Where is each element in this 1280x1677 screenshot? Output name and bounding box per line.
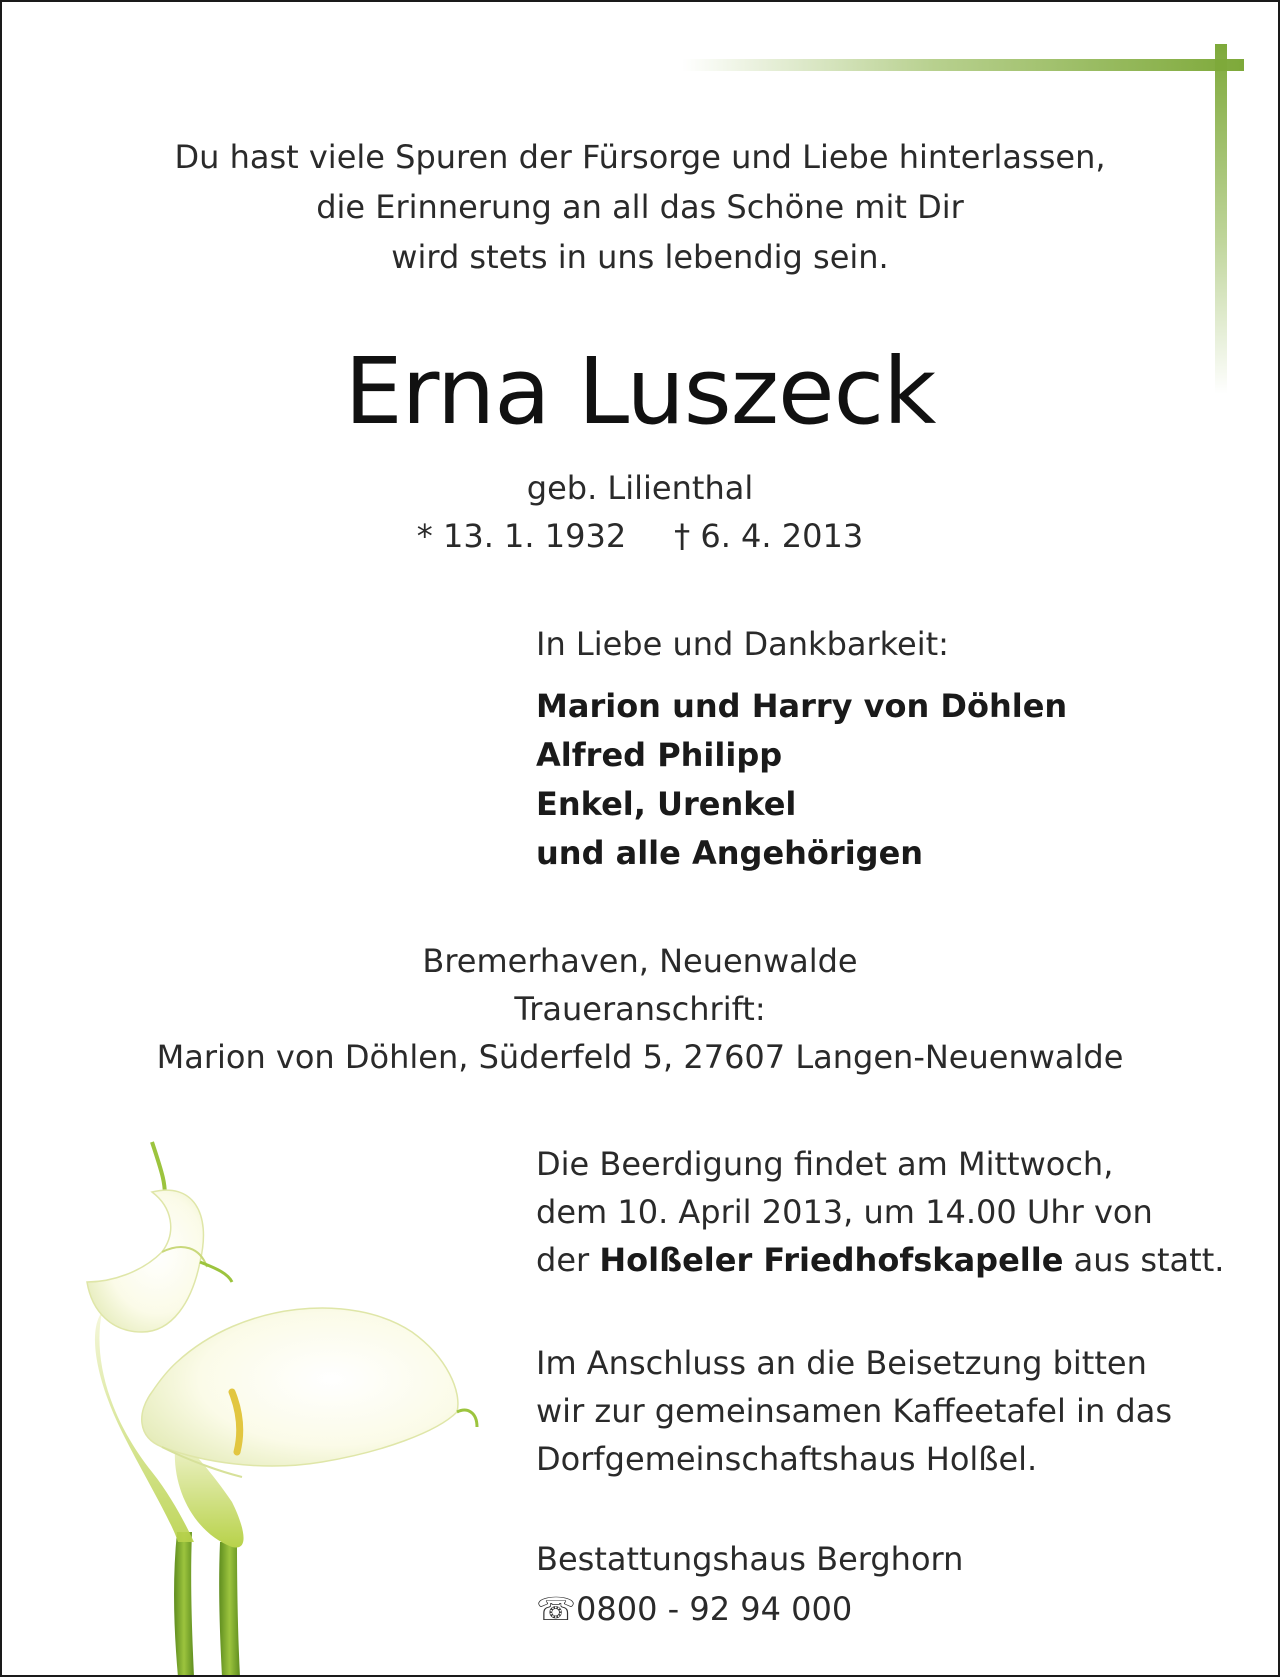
funeral-line-pre: der	[536, 1241, 600, 1279]
coffee-line: Dorfgemeinschaftshaus Holßel.	[536, 1440, 1038, 1478]
mourners-list	[536, 682, 1067, 878]
funeral-line: dem 10. April 2013, um 14.00 Uhr von	[536, 1193, 1153, 1231]
telephone-icon: ☏	[536, 1590, 577, 1628]
corner-cross-nub	[1240, 59, 1244, 71]
coffee-line: Im Anschluss an die Beisetzung bitten	[536, 1344, 1147, 1382]
calla-lily-icon	[82, 1132, 522, 1677]
undertaker-phone-row	[536, 1584, 963, 1634]
address-label: Traueranschrift:	[514, 990, 766, 1028]
verse	[2, 132, 1278, 282]
coffee-line: wir zur gemeinsamen Kaffeetafel in das	[536, 1392, 1172, 1430]
mourner: und alle Angehörigen	[536, 834, 924, 872]
death-date: † 6. 4. 2013	[674, 517, 864, 555]
birth-name: geb. Lilienthal	[526, 469, 754, 507]
undertaker-phone: 0800 - 92 94 000	[576, 1590, 853, 1628]
mourner: Alfred Philipp	[536, 736, 783, 774]
undertaker	[536, 1534, 963, 1634]
funeral-line-post: aus statt.	[1063, 1241, 1225, 1279]
gratitude-line: In Liebe und Dankbarkeit:	[536, 625, 949, 663]
verse-line: wird stets in uns lebendig sein.	[391, 238, 889, 276]
mourner: Marion und Harry von Döhlen	[536, 687, 1068, 725]
chapel-name: Holßeler Friedhofskapelle	[599, 1241, 1064, 1279]
place-and-address	[2, 937, 1278, 1081]
deceased-name: Erna Luszeck	[344, 338, 936, 445]
funeral-notice	[536, 1140, 1224, 1284]
undertaker-name: Bestattungshaus Berghorn	[536, 1540, 964, 1578]
coffee-invitation	[536, 1339, 1172, 1483]
towns: Bremerhaven, Neuenwalde	[422, 942, 858, 980]
verse-line: Du hast viele Spuren der Fürsorge und Liebe hinterlassen,	[174, 138, 1106, 176]
birth-date: * 13. 1. 1932	[416, 517, 627, 555]
life-dates	[2, 512, 1278, 560]
corner-cross-horizontal-bar	[682, 59, 1242, 71]
mourning-address: Marion von Döhlen, Süderfeld 5, 27607 Langen-Neuenwalde	[156, 1038, 1124, 1076]
funeral-line	[536, 1236, 1224, 1284]
mourner: Enkel, Urenkel	[536, 785, 797, 823]
verse-line: die Erinnerung an all das Schöne mit Dir	[316, 188, 964, 226]
funeral-line: Die Beerdigung findet am Mittwoch,	[536, 1145, 1114, 1183]
